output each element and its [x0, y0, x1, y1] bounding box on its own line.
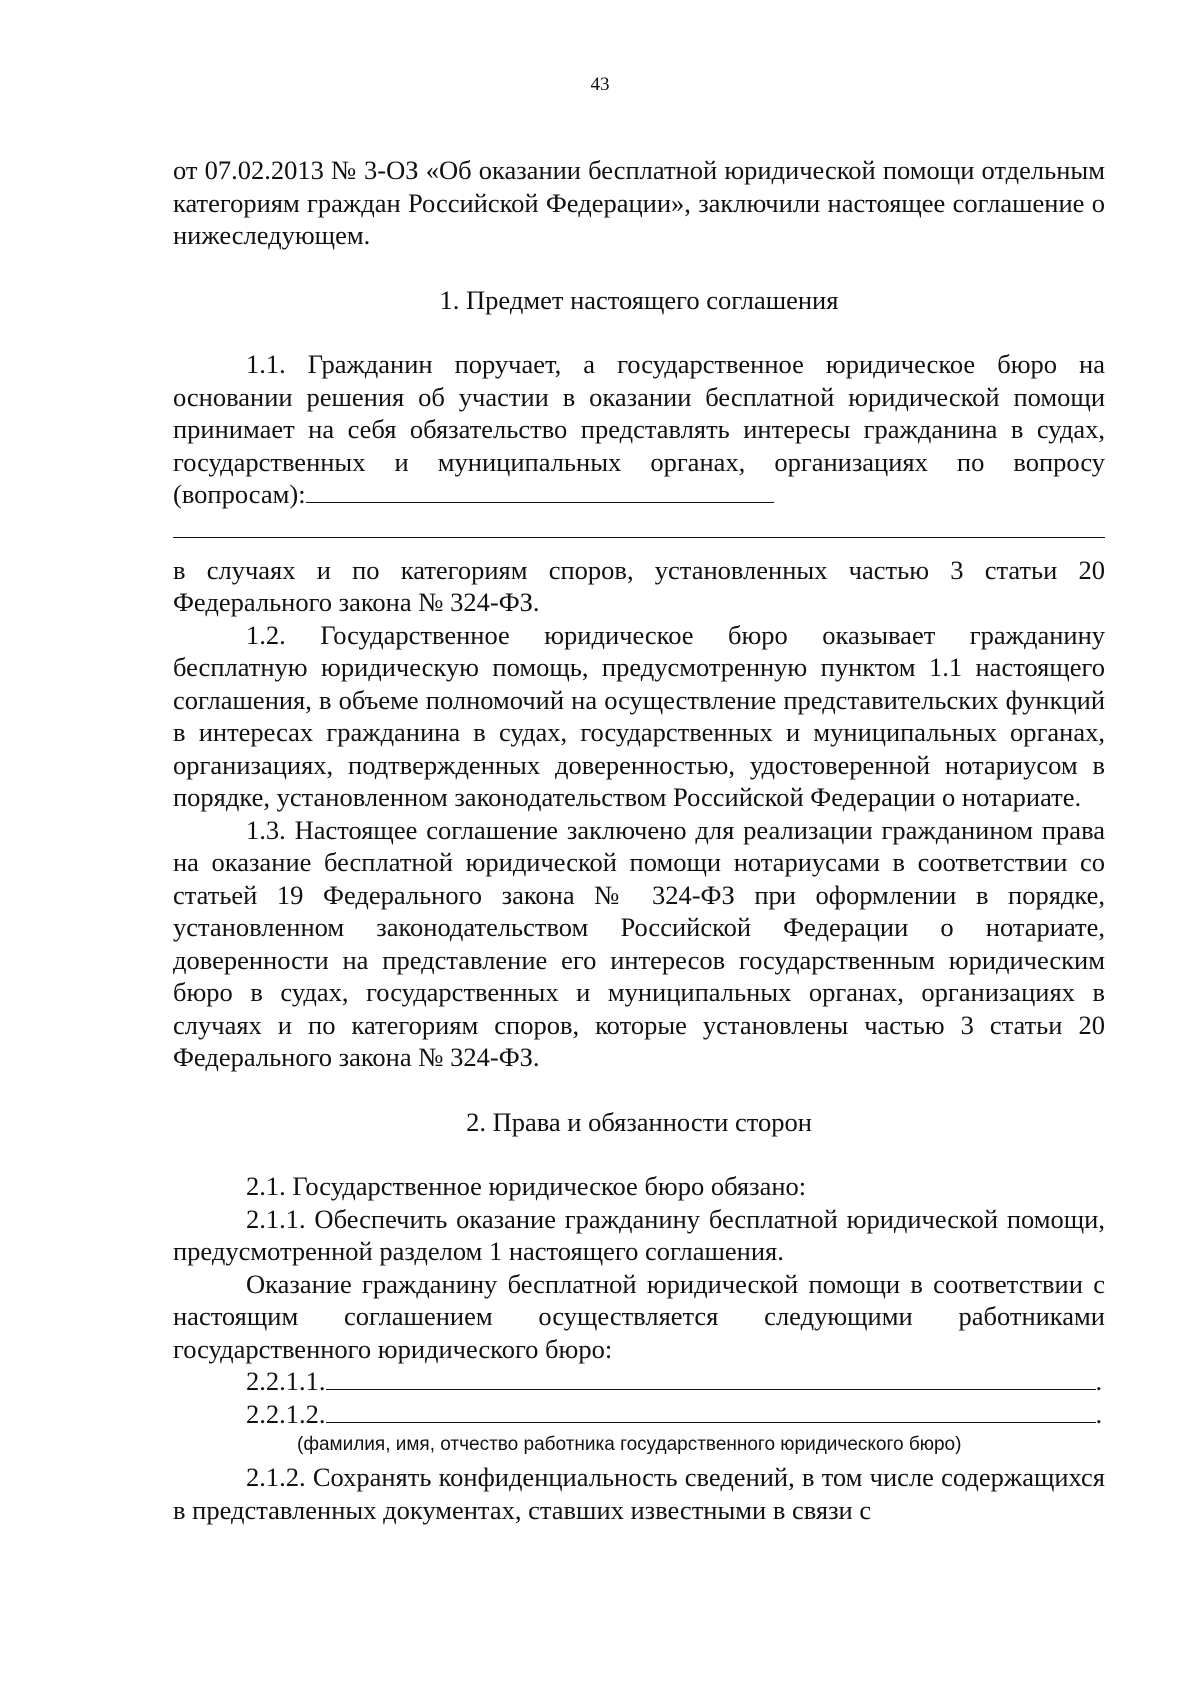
employee-name-caption: (фамилия, имя, отчество работника государственного юридического бюро) — [297, 1434, 962, 1455]
item-number: 2.2.1.1. — [246, 1366, 326, 1396]
paragraph-1-1-continuation: в случаях и по категориям споров, установленных частью 3 статьи 20 Федерального закона № 324-ФЗ. — [173, 554, 1105, 617]
document-body — [173, 154, 1105, 1526]
paragraph-1-1-text: 1.1. Гражданин поручает, а государственное юридическое бюро на основании решения об участии в оказании бесплатной юридической помощи принимает на себя обязательство представлять интересы гражданина в судах, государственных и муниципальных органах, организациях по вопросу (вопросам): — [173, 349, 1105, 509]
intro-paragraph: от 07.02.2013 № 3-ОЗ «Об оказании бесплатной юридической помощи отдельным категориям граждан Российской Федерации», заключили настоящее соглашение о нижеследующем. — [173, 155, 1105, 250]
paragraph-2-1-2: 2.1.2. Сохранять конфиденциальность сведений, в том числе содержащихся в представленных документах, ставших известными в связи с — [173, 1462, 1105, 1525]
employee-name-line-1[interactable] — [326, 1367, 1096, 1390]
paragraph-1-1 — [173, 348, 1105, 511]
question-fill-line[interactable] — [306, 480, 774, 503]
paragraph-2-1-1: 2.1.1. Обеспечить оказание гражданину бесплатной юридической помощи, предусмотренной разделом 1 настоящего соглашения. — [173, 1203, 1105, 1266]
employee-item-2: 2.2.1.2. . — [246, 1398, 1103, 1429]
employee-name-line-2[interactable] — [326, 1400, 1096, 1423]
paragraph-provision: Оказание гражданину бесплатной юридической помощи в соответствии с настоящим соглашением осуществляется следующими работниками государственного юридического бюро: — [173, 1268, 1105, 1364]
page-number: 43 — [590, 74, 610, 95]
section-2-title: 2. Права и обязанности сторон — [466, 1106, 812, 1137]
paragraph-1-2: 1.2. Государственное юридическое бюро оказывает гражданину бесплатную юридическую помощь, предусмотренную пунктом 1.1 настоящего соглашения, в объеме полномочий на осуществление представительских функций в интересах гражданина в судах, государственных и муниципальных органах, организациях, подтвержденных доверенностью, удостоверенной нотариусом в порядке, установленном законодательством Российской Федерации о нотариате. — [173, 619, 1105, 812]
paragraph-2-1: 2.1. Государственное юридическое бюро обязано: — [246, 1171, 807, 1201]
section-1-title: 1. Предмет настоящего соглашения — [439, 284, 839, 315]
paragraph-1-3: 1.3. Настоящее соглашение заключено для реализации гражданином права на оказание бесплатной юридической помощи нотариусами в соответствии со статьей 19 Федерального закона № 324-ФЗ при оформлении в порядке, установленном законодательством Российской Федерации о нотариате, доверенности на представление его интересов государственным юридическим бюро в судах, государственных и муниципальных органах, организациях в случаях и по категориям споров, которые установлены частью 3 статьи 20 Федерального закона № 324-ФЗ. — [173, 814, 1105, 1072]
employee-item-1: 2.2.1.1. . — [246, 1366, 1103, 1396]
question-fill-line-2[interactable] — [173, 511, 1105, 554]
item-number: 2.2.1.2. — [246, 1398, 326, 1429]
